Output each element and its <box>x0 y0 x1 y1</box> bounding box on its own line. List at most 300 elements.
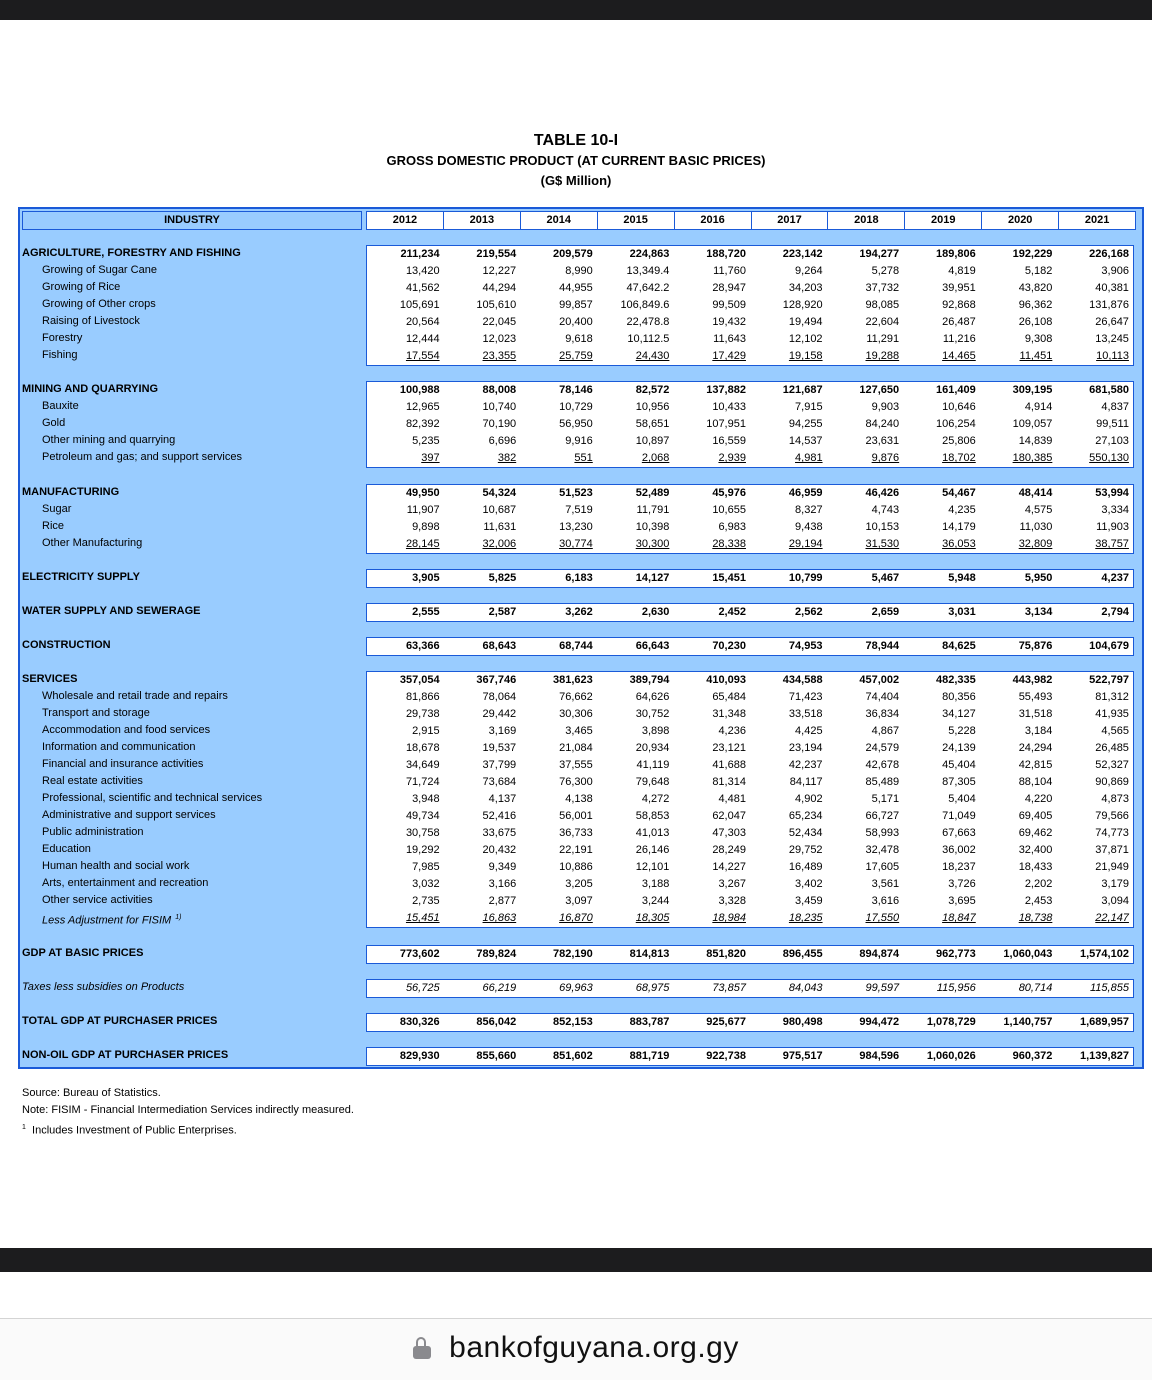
value-cell: 12,101 <box>635 861 670 873</box>
section-labels <box>22 979 362 996</box>
value-cell: 69,462 <box>1018 827 1053 839</box>
value-cell: 852,153 <box>553 1016 593 1028</box>
subcategory-label <box>22 296 362 313</box>
subcategory-label <box>22 875 362 892</box>
value-cell: 367,746 <box>476 674 517 686</box>
row-label-text: CONSTRUCTION <box>22 639 111 651</box>
row-label-text: Financial and insurance activities <box>42 758 204 770</box>
url-text[interactable]: bankofguyana.org.gy <box>449 1331 739 1364</box>
value-cell: 551 <box>574 452 593 464</box>
row-label-text: Less Adjustment for FISIM <box>42 914 172 927</box>
row-label-text: Public administration <box>42 826 144 838</box>
row-label-text: Growing of Sugar Cane <box>42 264 157 276</box>
value-cell: 40,381 <box>1095 282 1129 294</box>
fisim-note: Note: FISIM - Financial Intermediation Services indirectly measured. <box>22 1104 354 1116</box>
value-cell: 856,042 <box>476 1016 517 1028</box>
value-cell: 5,404 <box>948 793 976 805</box>
value-cell: 443,982 <box>1012 674 1053 686</box>
value-cell: 25,806 <box>942 435 976 447</box>
value-cell: 20,934 <box>635 742 670 754</box>
value-cell: 80,714 <box>1018 982 1053 994</box>
table-row <box>367 859 1133 876</box>
value-cell: 18,235 <box>788 912 823 924</box>
value-cell: 12,227 <box>482 265 517 277</box>
table-row <box>367 689 1133 706</box>
value-cell: 88,008 <box>482 384 517 396</box>
value-cell: 30,300 <box>635 538 670 550</box>
value-cell: 31,348 <box>712 708 746 720</box>
subcategory-label <box>22 722 362 739</box>
value-cell: 434,588 <box>782 674 823 686</box>
value-cell: 56,001 <box>559 810 593 822</box>
section-values <box>366 484 1134 554</box>
subcategory-label <box>22 688 362 705</box>
table-row <box>367 399 1133 416</box>
value-cell: 4,902 <box>795 793 823 805</box>
value-cell: 896,455 <box>782 948 823 960</box>
value-cell: 782,190 <box>553 948 593 960</box>
value-cell: 10,740 <box>482 401 517 413</box>
value-cell: 522,797 <box>1089 674 1129 686</box>
value-cell: 33,518 <box>788 708 823 720</box>
value-cell: 39,951 <box>942 282 976 294</box>
value-cell: 34,203 <box>788 282 823 294</box>
row-label-text: GDP AT BASIC PRICES <box>22 947 144 959</box>
value-cell: 20,432 <box>482 844 517 856</box>
table-row <box>367 842 1133 859</box>
value-cell: 99,857 <box>559 299 593 311</box>
value-cell: 2,877 <box>488 895 517 907</box>
value-cell: 10,886 <box>559 861 593 873</box>
value-cell: 960,372 <box>1012 1050 1053 1062</box>
category-label <box>22 245 362 262</box>
table-row <box>367 519 1133 536</box>
value-cell: 11,760 <box>713 265 746 277</box>
table-row <box>367 348 1133 365</box>
value-cell: 18,433 <box>1018 861 1053 873</box>
value-cell: 773,602 <box>399 948 440 960</box>
value-cell: 105,691 <box>399 299 440 311</box>
year-header-cell: 2015 <box>598 212 675 229</box>
value-cell: 80,356 <box>942 691 976 703</box>
value-cell: 55,493 <box>1018 691 1053 703</box>
table-row <box>367 450 1133 467</box>
value-cell: 26,146 <box>635 844 670 856</box>
value-cell: 13,230 <box>559 521 593 533</box>
value-cell: 34,649 <box>405 759 440 771</box>
value-cell: 99,509 <box>712 299 746 311</box>
row-label-text: Other Manufacturing <box>42 537 143 549</box>
value-cell: 71,049 <box>942 810 976 822</box>
section-labels <box>22 381 362 466</box>
subcategory-label <box>22 347 362 364</box>
value-cell: 106,849.6 <box>620 299 670 311</box>
value-cell: 984,596 <box>859 1050 900 1062</box>
row-label-text: Other service activities <box>42 894 153 906</box>
value-cell: 99,511 <box>1096 418 1129 430</box>
value-cell: 224,863 <box>629 248 670 260</box>
row-label-text: Wholesale and retail trade and repairs <box>42 690 228 702</box>
value-cell: 65,234 <box>788 810 823 822</box>
value-cell: 81,314 <box>712 776 746 788</box>
value-cell: 32,400 <box>1018 844 1053 856</box>
value-cell: 4,220 <box>1024 793 1053 805</box>
table-row <box>367 314 1133 331</box>
value-cell: 814,813 <box>629 948 670 960</box>
value-cell: 30,774 <box>559 538 593 550</box>
row-label-text: Rice <box>42 520 65 532</box>
value-cell: 22,045 <box>482 316 517 328</box>
value-cell: 209,579 <box>553 248 593 260</box>
value-cell: 32,478 <box>865 844 900 856</box>
value-cell: 66,643 <box>635 640 670 652</box>
value-cell: 9,618 <box>565 333 593 345</box>
year-header-cell: 2020 <box>982 212 1059 229</box>
row-label-text: MINING AND QUARRYING <box>22 383 159 395</box>
value-cell: 71,724 <box>405 776 440 788</box>
value-cell: 41,688 <box>712 759 746 771</box>
value-cell: 5,950 <box>1024 572 1053 584</box>
value-cell: 24,579 <box>865 742 900 754</box>
value-cell: 45,404 <box>942 759 976 771</box>
value-cell: 11,791 <box>636 504 670 516</box>
value-cell: 65,484 <box>712 691 746 703</box>
row-label-text: Sugar <box>42 503 72 515</box>
row-label-text: Professional, scientific and technical services <box>42 792 263 804</box>
value-cell: 37,732 <box>865 282 900 294</box>
value-cell: 17,550 <box>865 912 900 924</box>
section-values <box>366 945 1134 964</box>
value-cell: 8,327 <box>795 504 823 516</box>
row-label-text: SERVICES <box>22 673 78 685</box>
value-cell: 76,300 <box>559 776 593 788</box>
value-cell: 74,953 <box>788 640 823 652</box>
value-cell: 14,179 <box>942 521 976 533</box>
value-cell: 36,733 <box>559 827 593 839</box>
value-cell: 22,604 <box>865 316 900 328</box>
value-cell: 4,867 <box>871 725 900 737</box>
subcategory-label <box>22 824 362 841</box>
value-cell: 131,876 <box>1089 299 1129 311</box>
value-cell: 32,809 <box>1018 538 1053 550</box>
value-cell: 43,820 <box>1018 282 1053 294</box>
table-row <box>367 876 1133 893</box>
value-cell: 51,523 <box>559 487 593 499</box>
value-cell: 2,587 <box>488 606 517 618</box>
section-labels <box>22 603 362 620</box>
value-cell: 18,847 <box>942 912 976 924</box>
value-cell: 4,137 <box>488 793 517 805</box>
section-values <box>366 245 1134 366</box>
value-cell: 17,554 <box>405 350 440 362</box>
category-label <box>22 569 362 586</box>
value-cell: 20,400 <box>559 316 593 328</box>
value-cell: 11,903 <box>1096 521 1129 533</box>
value-cell: 28,338 <box>712 538 746 550</box>
value-cell: 3,328 <box>718 895 746 907</box>
footnote-text: Includes Investment of Public Enterprises. <box>32 1124 237 1137</box>
value-cell: 62,047 <box>712 810 746 822</box>
value-cell: 855,660 <box>476 1050 517 1062</box>
row-label-text: Petroleum and gas; and support services <box>42 451 242 463</box>
section-values <box>366 1047 1134 1066</box>
value-cell: 70,230 <box>712 640 746 652</box>
category-label <box>22 381 362 398</box>
table-row <box>367 502 1133 519</box>
value-cell: 4,914 <box>1024 401 1053 413</box>
value-cell: 194,277 <box>859 248 900 260</box>
value-cell: 46,959 <box>788 487 823 499</box>
row-label-text: Transport and storage <box>42 707 150 719</box>
value-cell: 81,866 <box>405 691 440 703</box>
value-cell: 17,429 <box>712 350 746 362</box>
subcategory-label <box>22 449 362 466</box>
value-cell: 482,335 <box>935 674 976 686</box>
value-cell: 79,648 <box>635 776 670 788</box>
value-cell: 52,327 <box>1095 759 1129 771</box>
value-cell: 9,264 <box>795 265 823 277</box>
table-row <box>367 893 1133 910</box>
value-cell: 42,237 <box>788 759 823 771</box>
value-cell: 2,939 <box>718 452 746 464</box>
value-cell: 32,006 <box>482 538 517 550</box>
table-row <box>367 331 1133 348</box>
value-cell: 9,308 <box>1024 333 1053 345</box>
value-cell: 3,695 <box>948 895 976 907</box>
value-cell: 29,738 <box>405 708 440 720</box>
value-cell: 9,903 <box>871 401 900 413</box>
value-cell: 10,799 <box>788 572 823 584</box>
value-cell: 68,744 <box>559 640 593 652</box>
subcategory-label <box>22 807 362 824</box>
table-row <box>367 382 1133 399</box>
section-labels <box>22 1047 362 1064</box>
subcategory-label <box>22 535 362 552</box>
value-cell: 5,182 <box>1024 265 1053 277</box>
value-cell: 223,142 <box>782 248 823 260</box>
value-cell: 15,451 <box>405 912 440 924</box>
value-cell: 18,237 <box>942 861 976 873</box>
value-cell: 8,990 <box>565 265 593 277</box>
year-header-row <box>366 211 1136 230</box>
value-cell: 3,616 <box>871 895 900 907</box>
value-cell: 3,134 <box>1024 606 1053 618</box>
row-label-text: Arts, entertainment and recreation <box>42 877 209 889</box>
value-cell: 18,702 <box>942 452 976 464</box>
value-cell: 24,294 <box>1018 742 1053 754</box>
row-label-text: TOTAL GDP AT PURCHASER PRICES <box>22 1015 218 1027</box>
value-cell: 18,738 <box>1018 912 1053 924</box>
value-cell: 11,216 <box>942 333 976 345</box>
value-cell: 79,566 <box>1095 810 1129 822</box>
value-cell: 3,906 <box>1101 265 1129 277</box>
value-cell: 78,944 <box>865 640 900 652</box>
value-cell: 26,108 <box>1018 316 1053 328</box>
table-title-block <box>0 130 1152 191</box>
value-cell: 66,219 <box>482 982 517 994</box>
value-cell: 11,030 <box>1019 521 1053 533</box>
value-cell: 52,434 <box>788 827 823 839</box>
subcategory-label <box>22 330 362 347</box>
value-cell: 56,725 <box>405 982 440 994</box>
value-cell: 16,863 <box>482 912 517 924</box>
table-row <box>367 1014 1133 1031</box>
value-cell: 3,097 <box>565 895 593 907</box>
table-row <box>367 910 1133 927</box>
value-cell: 107,951 <box>706 418 746 430</box>
table-row <box>367 263 1133 280</box>
value-cell: 2,735 <box>412 895 440 907</box>
value-cell: 18,305 <box>635 912 670 924</box>
value-cell: 28,249 <box>712 844 746 856</box>
value-cell: 3,031 <box>948 606 976 618</box>
value-cell: 21,084 <box>559 742 593 754</box>
table-row <box>367 791 1133 808</box>
value-cell: 52,416 <box>482 810 517 822</box>
category-label <box>22 1013 362 1030</box>
value-cell: 100,988 <box>399 384 440 396</box>
top-bar <box>0 0 1152 20</box>
value-cell: 29,194 <box>788 538 823 550</box>
value-cell: 829,930 <box>399 1050 440 1062</box>
value-cell: 41,562 <box>405 282 440 294</box>
year-header-cell: 2021 <box>1084 214 1110 226</box>
table-unit: (G$ Million) <box>540 173 612 188</box>
value-cell: 47,642.2 <box>626 282 670 294</box>
value-cell: 4,873 <box>1101 793 1129 805</box>
value-cell: 7,915 <box>795 401 823 413</box>
value-cell: 12,965 <box>405 401 440 413</box>
table-row <box>367 757 1133 774</box>
value-cell: 975,517 <box>782 1050 823 1062</box>
divider-bar <box>0 1248 1152 1272</box>
table-row <box>367 825 1133 842</box>
value-cell: 881,719 <box>629 1050 670 1062</box>
value-cell: 78,064 <box>482 691 517 703</box>
value-cell: 10,897 <box>635 435 670 447</box>
value-cell: 24,139 <box>942 742 976 754</box>
value-cell: 6,183 <box>565 572 593 584</box>
section-labels <box>22 671 362 926</box>
value-cell: 127,650 <box>859 384 900 396</box>
value-cell: 9,916 <box>565 435 593 447</box>
value-cell: 2,915 <box>412 725 440 737</box>
value-cell: 4,981 <box>795 452 823 464</box>
value-cell: 382 <box>497 452 517 464</box>
subcategory-label <box>22 909 362 926</box>
value-cell: 4,743 <box>871 504 900 516</box>
value-cell: 121,687 <box>782 384 823 396</box>
section-labels <box>22 637 362 654</box>
row-label-text: Other mining and quarrying <box>42 434 176 446</box>
section-labels <box>22 1013 362 1030</box>
value-cell: 106,254 <box>935 418 976 430</box>
value-cell: 29,752 <box>788 844 823 856</box>
value-cell: 10,729 <box>559 401 593 413</box>
value-cell: 2,630 <box>641 606 670 618</box>
table-title: TABLE 10-I <box>533 132 619 149</box>
value-cell: 14,537 <box>788 435 823 447</box>
value-cell: 7,985 <box>412 861 440 873</box>
footnote-mark: 1 <box>22 1124 26 1131</box>
value-cell: 22,191 <box>559 844 593 856</box>
table-row <box>367 485 1133 502</box>
value-cell: 23,194 <box>788 742 823 754</box>
value-cell: 4,138 <box>565 793 593 805</box>
value-cell: 69,963 <box>559 982 593 994</box>
row-label-text: Raising of Livestock <box>42 315 140 327</box>
value-cell: 3,948 <box>412 793 440 805</box>
table-header <box>20 209 1142 231</box>
value-cell: 161,409 <box>935 384 976 396</box>
value-cell: 4,565 <box>1101 725 1129 737</box>
value-cell: 19,537 <box>482 742 517 754</box>
value-cell: 66,727 <box>865 810 900 822</box>
year-header-cell: 2013 <box>444 212 521 229</box>
value-cell: 188,720 <box>706 248 746 260</box>
row-label-text: WATER SUPPLY AND SEWERAGE <box>22 605 201 617</box>
value-cell: 84,117 <box>789 776 823 788</box>
value-cell: 28,947 <box>712 282 746 294</box>
browser-address-bar[interactable] <box>0 1318 1152 1380</box>
value-cell: 13,349.4 <box>626 265 670 277</box>
value-cell: 54,467 <box>942 487 976 499</box>
value-cell: 28,145 <box>405 538 440 550</box>
table-row <box>367 604 1133 621</box>
value-cell: 19,288 <box>865 350 900 362</box>
value-cell: 104,679 <box>1089 640 1129 652</box>
row-label-text: ELECTRICITY SUPPLY <box>22 571 140 583</box>
subcategory-label <box>22 398 362 415</box>
value-cell: 4,837 <box>1101 401 1129 413</box>
value-cell: 2,068 <box>641 452 670 464</box>
value-cell: 56,950 <box>559 418 593 430</box>
value-cell: 10,113 <box>1096 350 1129 362</box>
value-cell: 5,948 <box>948 572 976 584</box>
value-cell: 14,227 <box>712 861 746 873</box>
value-cell: 192,229 <box>1012 248 1053 260</box>
row-label-text: Accommodation and food services <box>42 724 211 736</box>
value-cell: 5,228 <box>948 725 976 737</box>
value-cell: 3,184 <box>1024 725 1053 737</box>
section-labels <box>22 245 362 364</box>
value-cell: 85,489 <box>865 776 900 788</box>
value-cell: 309,195 <box>1012 384 1053 396</box>
value-cell: 980,498 <box>782 1016 823 1028</box>
value-cell: 69,405 <box>1018 810 1053 822</box>
value-cell: 25,759 <box>559 350 593 362</box>
value-cell: 10,112.5 <box>627 333 670 345</box>
value-cell: 23,121 <box>712 742 746 754</box>
value-cell: 14,839 <box>1018 435 1053 447</box>
table-row <box>367 570 1133 587</box>
value-cell: 851,602 <box>553 1050 593 1062</box>
value-cell: 88,104 <box>1018 776 1053 788</box>
value-cell: 26,487 <box>942 316 976 328</box>
subcategory-label <box>22 518 362 535</box>
year-header-cell: 2016 <box>675 212 752 229</box>
value-cell: 3,726 <box>948 878 976 890</box>
row-label-text: Growing of Other crops <box>42 298 156 310</box>
value-cell: 75,876 <box>1018 640 1053 652</box>
value-cell: 58,853 <box>635 810 670 822</box>
value-cell: 68,975 <box>635 982 670 994</box>
value-cell: 4,575 <box>1024 504 1053 516</box>
value-cell: 11,631 <box>483 521 517 533</box>
value-cell: 11,907 <box>406 504 440 516</box>
value-cell: 1,140,757 <box>1003 1016 1053 1028</box>
value-cell: 30,306 <box>559 708 593 720</box>
